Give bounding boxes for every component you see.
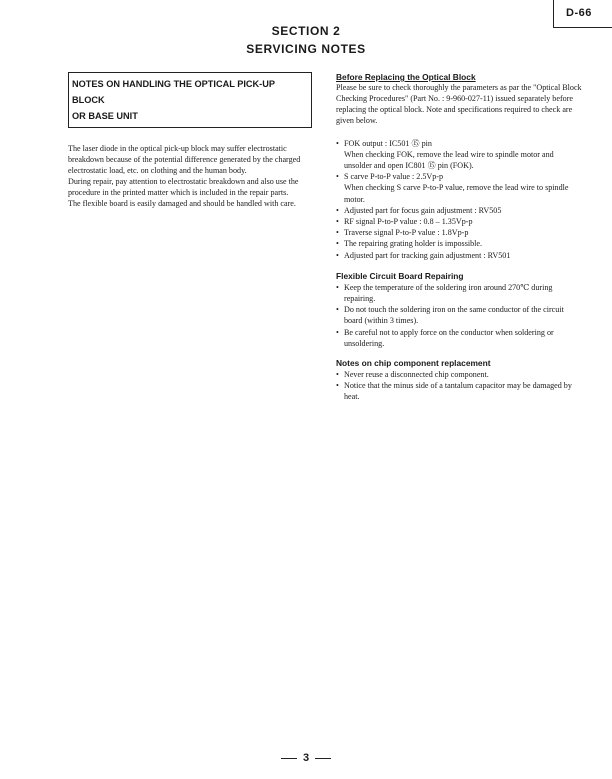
box-title-line1: NOTES ON HANDLING THE OPTICAL PICK-UP BLOCK	[72, 79, 275, 105]
paragraph: The laser diode in the optical pick-up block may suffer electrostatic breakdown because of the potential difference generated by the charged electrostatic load, etc. on clothing and the human body.	[68, 144, 301, 175]
list-item: • Be careful not to apply force on the conductor when soldering or unsoldering.	[336, 327, 582, 349]
handling-notes-text	[68, 144, 312, 209]
model-label: D-66	[566, 7, 592, 19]
left-column	[68, 72, 312, 209]
right-column	[336, 72, 582, 403]
item-sub: When checking S carve P-to-P value, remove the lead wire to spindle motor.	[344, 183, 569, 204]
list-item: • Keep the temperature of the soldering iron around 270℃ during repairing.	[336, 282, 582, 304]
box-title-line2: OR BASE UNIT	[72, 111, 138, 121]
flex-board-heading: Flexible Circuit Board Repairing	[336, 270, 464, 281]
list-item: • Notice that the minus side of a tantalum capacitor may be damaged by heat.	[336, 380, 582, 402]
item-main: RF signal P-to-P value : 0.8 – 1.35Vp-p	[344, 217, 473, 227]
list-item: • Never reuse a disconnected chip component.	[336, 369, 582, 380]
paragraph: During repair, pay attention to electrostatic breakdown and also use the procedure in the printed matter which is included in the repair parts.	[68, 176, 299, 197]
check-list	[336, 138, 582, 261]
list-item	[336, 205, 582, 216]
page-number-value: 3	[302, 752, 310, 764]
page-number	[0, 752, 612, 764]
item-main: Traverse signal P-to-P value : 1.8Vp-p	[344, 228, 469, 238]
item-sub: When checking FOK, remove the lead wire to spindle motor and unsolder and open IC801 ⑮ pin (FOK).	[344, 149, 554, 171]
list-item	[336, 227, 582, 238]
list-item	[336, 238, 582, 249]
before-replacing-heading: Before Replacing the Optical Block	[336, 72, 476, 82]
item-main: S carve P-to-P value : 2.5Vp-p	[344, 172, 444, 182]
list-item	[336, 216, 582, 227]
dash-right	[315, 758, 331, 759]
list-item	[336, 250, 582, 261]
item-main: Adjusted part for tracking gain adjustment : RV501	[344, 250, 511, 260]
item-main: Adjusted part for focus gain adjustment : RV505	[344, 205, 502, 215]
handling-notes-box	[68, 72, 312, 128]
flex-board-list	[336, 282, 582, 349]
section-number: SECTION 2	[271, 24, 341, 38]
item-main: FOK output : IC501 ⑮ pin	[344, 138, 432, 148]
list-item	[336, 171, 582, 205]
dash-left	[281, 758, 297, 759]
before-replacing-paragraph: Please be sure to check thoroughly the parameters as par the "Optical Block Checking Procedures" (Part No. : 9-960-027-11) issued separately before replacing the optical block. Note and specifications required to check are given below.	[336, 83, 582, 125]
chip-component-list	[336, 369, 582, 403]
page-title: SERVICING NOTES	[246, 42, 366, 56]
chip-component-heading: Notes on chip component replacement	[336, 358, 491, 369]
list-item: • Do not touch the soldering iron on the same conductor of the circuit board (within 3 times).	[336, 304, 582, 326]
item-main: The repairing grating holder is impossible.	[344, 239, 483, 249]
paragraph: The flexible board is easily damaged and should be handled with care.	[68, 198, 296, 208]
list-item	[336, 138, 582, 172]
